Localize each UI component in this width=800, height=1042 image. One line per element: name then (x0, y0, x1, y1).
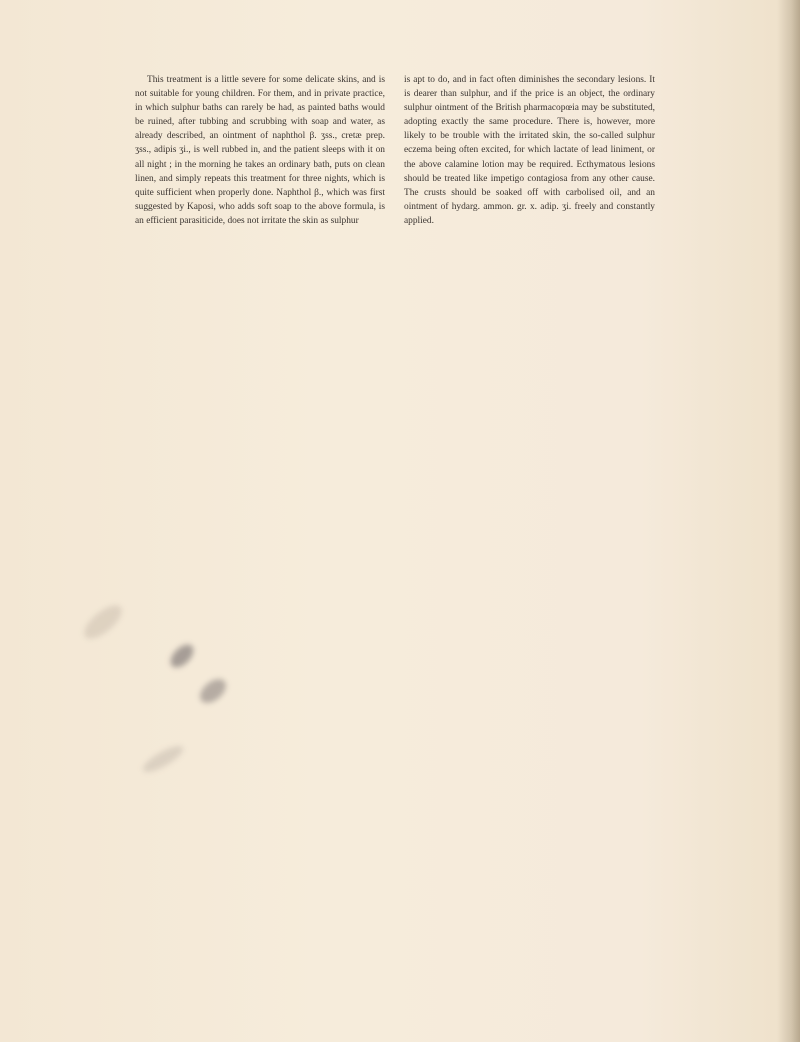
text-column-left (135, 73, 385, 228)
paper-smudge (79, 600, 127, 645)
page-edge-shadow (778, 0, 800, 1042)
text-column-right (404, 73, 655, 228)
paragraph-right: is apt to do, and in fact often diminishes the secondary lesions. It is dearer than sulphur, and if the price is an object, the ordinary sulphur ointment of the British pharmacopœia may be substituted, adopting exactly the same procedure. There is, however, more likely to be trouble with the irritated skin, the so-called sulphur eczema being often excited, for which lactate of lead liniment, or the above calamine lotion may be required. Ecthymatous lesions should be treated like impetigo contagiosa from any other cause. The crusts should be soaked off with carbolised oil, and an ointment of hydarg. ammon. gr. x. adip. ʒi. freely and constantly applied. (404, 75, 655, 226)
paper-smudge (140, 741, 187, 776)
paragraph-left: This treatment is a little severe for some delicate skins, and is not suitable for young children. For them, and in private practice, in which sulphur baths can rarely be had, as painted baths would be ruined, after tubbing and scrubbing with soap and water, as already described, an ointment of naphthol β. ʒss., cretæ prep. ʒss., adipis ʒi., is well rubbed in, and the patient sleeps with it on all night ; in the morning he takes an ordinary bath, puts on clean linen, and simply repeats this treatment for three nights, which is quite sufficient when properly done. Naphthol β., which was first suggested by Kaposi, who adds soft soap to the above formula, is an efficient parasiticide, does not irritate the skin as sulphur (135, 75, 385, 226)
paper-smudge (196, 674, 231, 707)
paper-smudge (166, 640, 197, 671)
